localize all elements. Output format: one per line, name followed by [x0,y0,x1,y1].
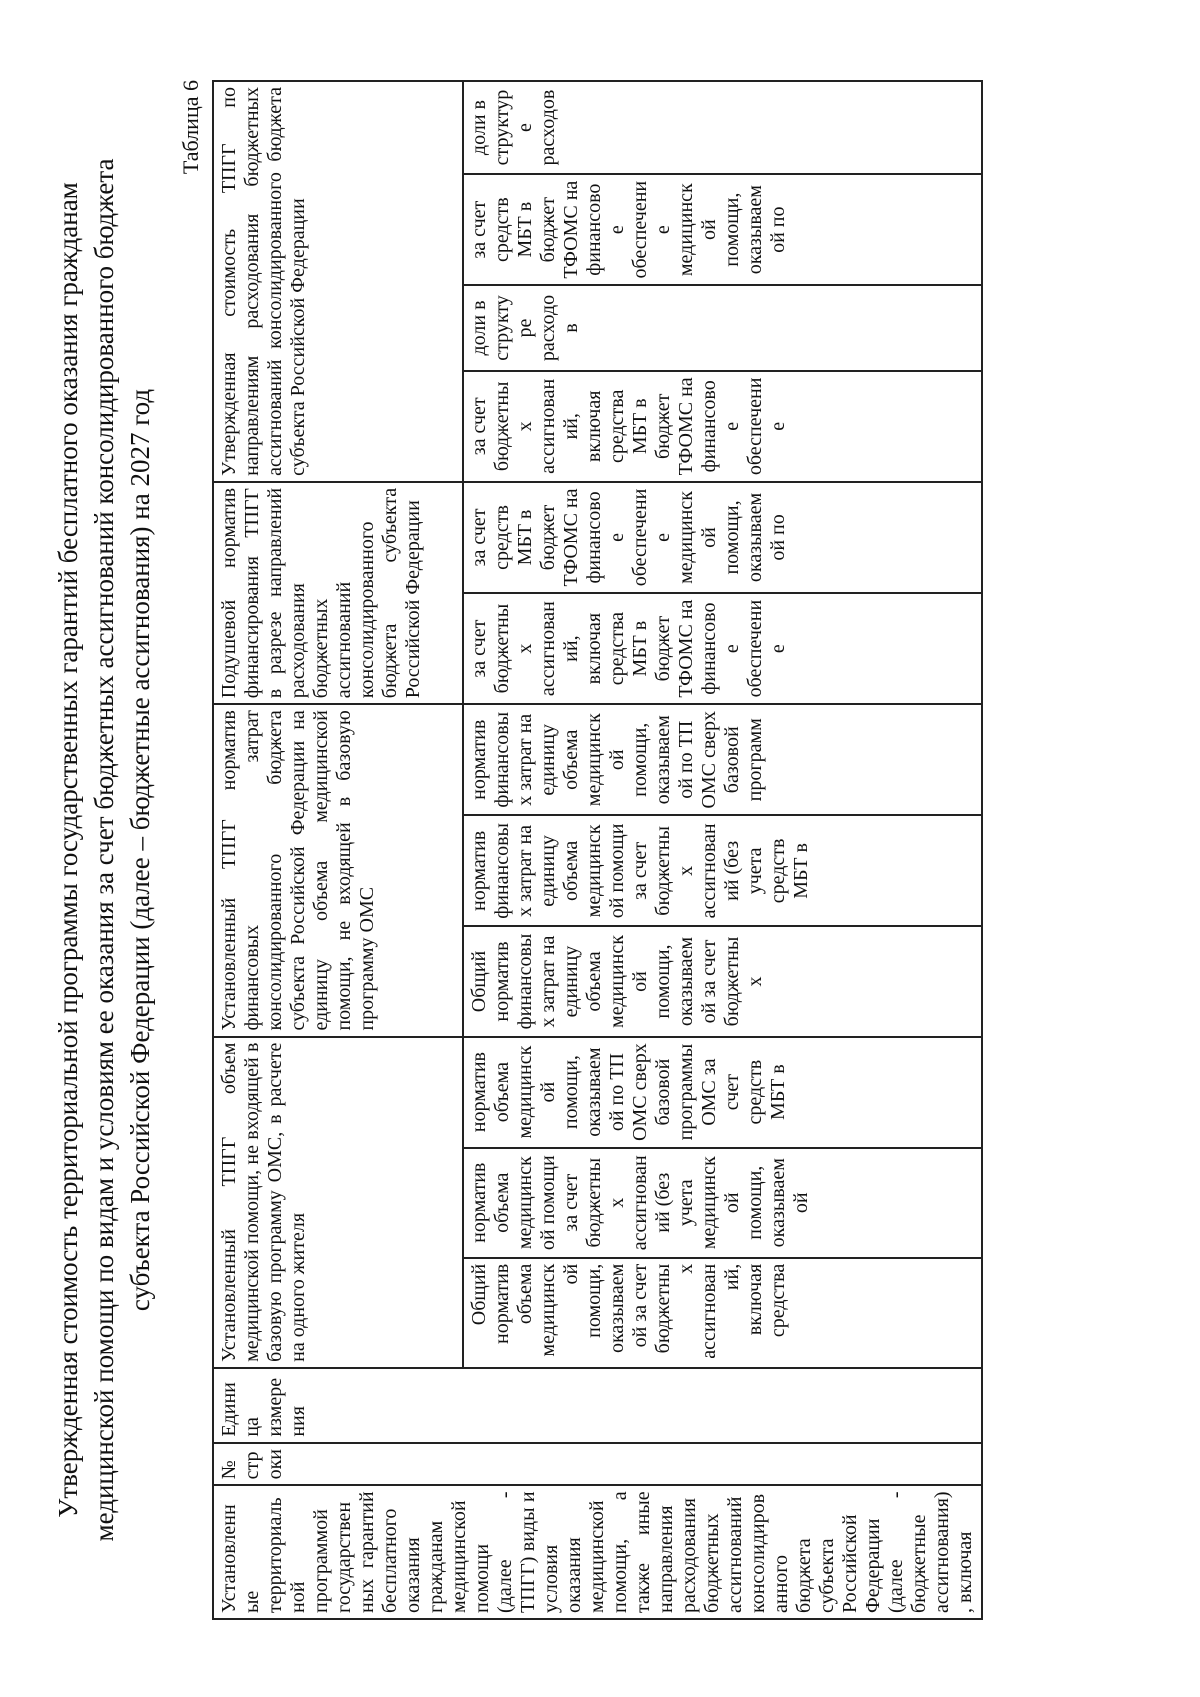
title-line: медицинской помощи по видам и условиям ее оказания за счет бюджетных ассигнований консолидированного бюджета [89,158,119,1542]
sub-header-cost-share: доли в структуре расходов [463,285,982,371]
sub-header-percapita-budget: за счет бюджетных ассигнований, включая средства МБТ в бюджет ТФОМС на финансовое обеспечение [463,593,982,704]
sub-header-norm-budget: норматив финансовых затрат на единицу объема медицинской помощи за счет бюджетных ассигнований (без учета средств МБТ в [463,815,982,926]
header-percapita-group: Подушевой норматив финансирования ТПГГ в разрезе направлений расходования бюджетных ассигнований консолидированного бюджета субъекта Российской Федерации [213,482,463,704]
sub-header-volume-budget: норматив объема медицинской помощи за счет бюджетных ассигнований (без учета медицинской помощи, оказываемой [463,1148,982,1258]
table-label: Таблица 6 [178,80,203,175]
title-line: субъекта Российской Федерации (далее – бюджетные ассигнования) на 2027 год [125,388,155,1312]
document-title [50,80,158,1620]
sub-header-cost-budget: за счет бюджетных ассигнований, включая средства МБТ в бюджет ТФОМС на финансовое обеспечение [463,371,982,482]
sub-header-cost-mbt: за счет средств МБТ в бюджет ТФОМС на финансовое обеспечение медицинской помощи, оказываемой по [463,174,982,285]
sub-header-cost-mbt-share: доли в структуре расходов [463,81,982,174]
sub-header-total-volume: Общий норматив объема медицинской помощи, оказываемой за счет бюджетных ассигнований, включая средства [463,1258,982,1368]
cost-table [212,80,983,1620]
header-row-groups [213,81,463,1619]
rotated-page [50,80,1150,1620]
sub-header-volume-oms: норматив объема медицинской помощи, оказываемой по ТП ОМС сверх базовой программы ОМС за счет средств МБТ в [463,1037,982,1148]
header-cost-group: Утвержденная стоимость ТПГГ по направлениям расходования бюджетных ассигнований консолидированного бюджета субъекта Российской Федерации [213,81,463,482]
header-unit: Единица измерения [213,1368,982,1443]
header-types-of-care: Установленные территориальной программой государственных гарантий бесплатного оказания гражданам медицинской помощи (далее - ТПГГ) виды и условия оказания медицинской помощи, а также иные направления расходования бюджетных ассигнований консолидированного бюджета субъекта Российской Федерации (далее - бюджетные ассигнования), включая [213,1485,982,1619]
sub-header-norm-oms: норматив финансовых затрат на единицу объема медицинской помощи, оказываемой по ТП ОМС сверх базовой программ [463,704,982,815]
header-volume-group: Установленный ТПГГ объем медицинской помощи, не входящей в базовую программу ОМС, в расчете на одного жителя [213,1037,463,1368]
sub-header-percapita-mbt: за счет средств МБТ в бюджет ТФОМС на финансовое обеспечение медицинской помощи, оказываемой по [463,482,982,593]
sub-header-total-norm: Общий норматив финансовых затрат на единицу объема медицинской помощи, оказываемой за счет бюджетных [463,926,982,1036]
header-row-number: № строки [213,1443,982,1486]
title-line: Утвержденная стоимость территориальной программы государственных гарантий бесплатного оказания гражданам [53,182,83,1518]
header-norm-group: Установленный ТПГГ норматив финансовых затрат консолидированного бюджета субъекта Российской Федерации на единицу объема медицинской помощи, не входящей в базовую программу ОМС [213,704,463,1036]
